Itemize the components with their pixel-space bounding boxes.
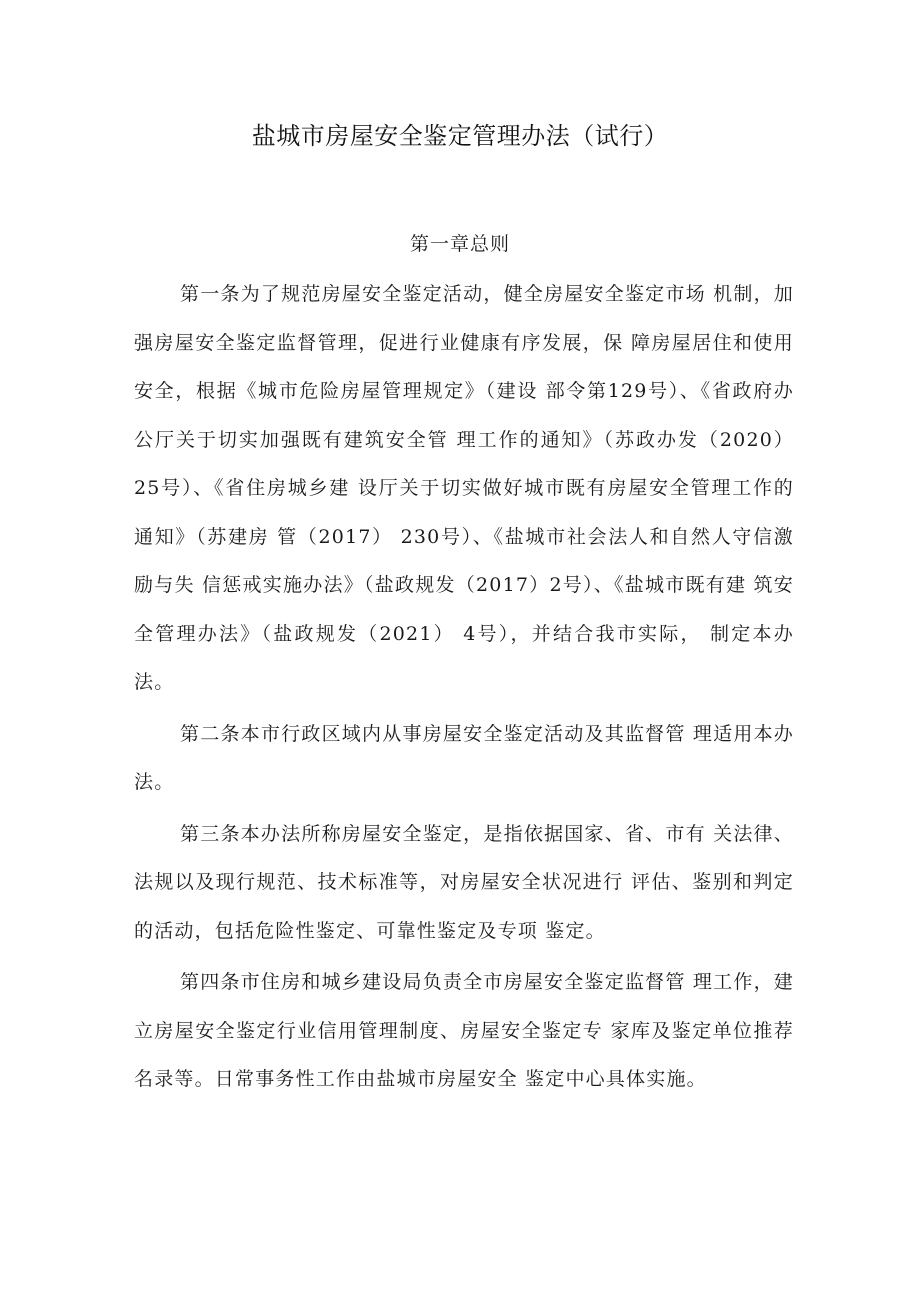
article-1: 第一条为了规范房屋安全鉴定活动，健全房屋安全鉴定市场 机制，加强房屋安全鉴定监督管理，促进行业健康有序发展，保 障房屋居住和使用安全，根据《城市危险房屋管理规定》（建设 部令第129号）、《省政府办公厅关于切实加强既有建筑安全管 理工作的通知》（苏政办发（2020） 25号）、《省住房城乡建 设厅关于切实做好城市既有房屋安全管理工作的通知》（苏建房 管（2017） 230号）、《盐城市社会法人和自然人守信激励与失 信惩戒实施办法》（盐政规发（2017）2号）、《盐城市既有建 筑安全管理办法》（盐政规发（2021） 4号），并结合我市实际， 制定本办法。 xyxy=(134,283,794,693)
article-3: 第三条本办法所称房屋安全鉴定，是指依据国家、省、市有 关法律、法规以及现行规范、技术标准等，对房屋安全状况进行 评估、鉴别和判定的活动，包括危险性鉴定、可靠性鉴定及专项 鉴定。 xyxy=(134,822,794,942)
chapter-heading: 第一章总则 xyxy=(409,233,510,255)
document-body xyxy=(134,270,794,1104)
article-4: 第四条市住房和城乡建设局负责全市房屋安全鉴定监督管 理工作，建立房屋安全鉴定行业信用管理制度、房屋安全鉴定专 家库及鉴定单位推荐名录等。日常事务性工作由盐城市房屋安全 鉴定中心具体实施。 xyxy=(134,971,794,1090)
document-title: 盐城市房屋安全鉴定管理办法（试行） xyxy=(251,122,669,150)
article-2: 第二条本市行政区域内从事房屋安全鉴定活动及其监督管 理适用本办法。 xyxy=(134,722,794,793)
